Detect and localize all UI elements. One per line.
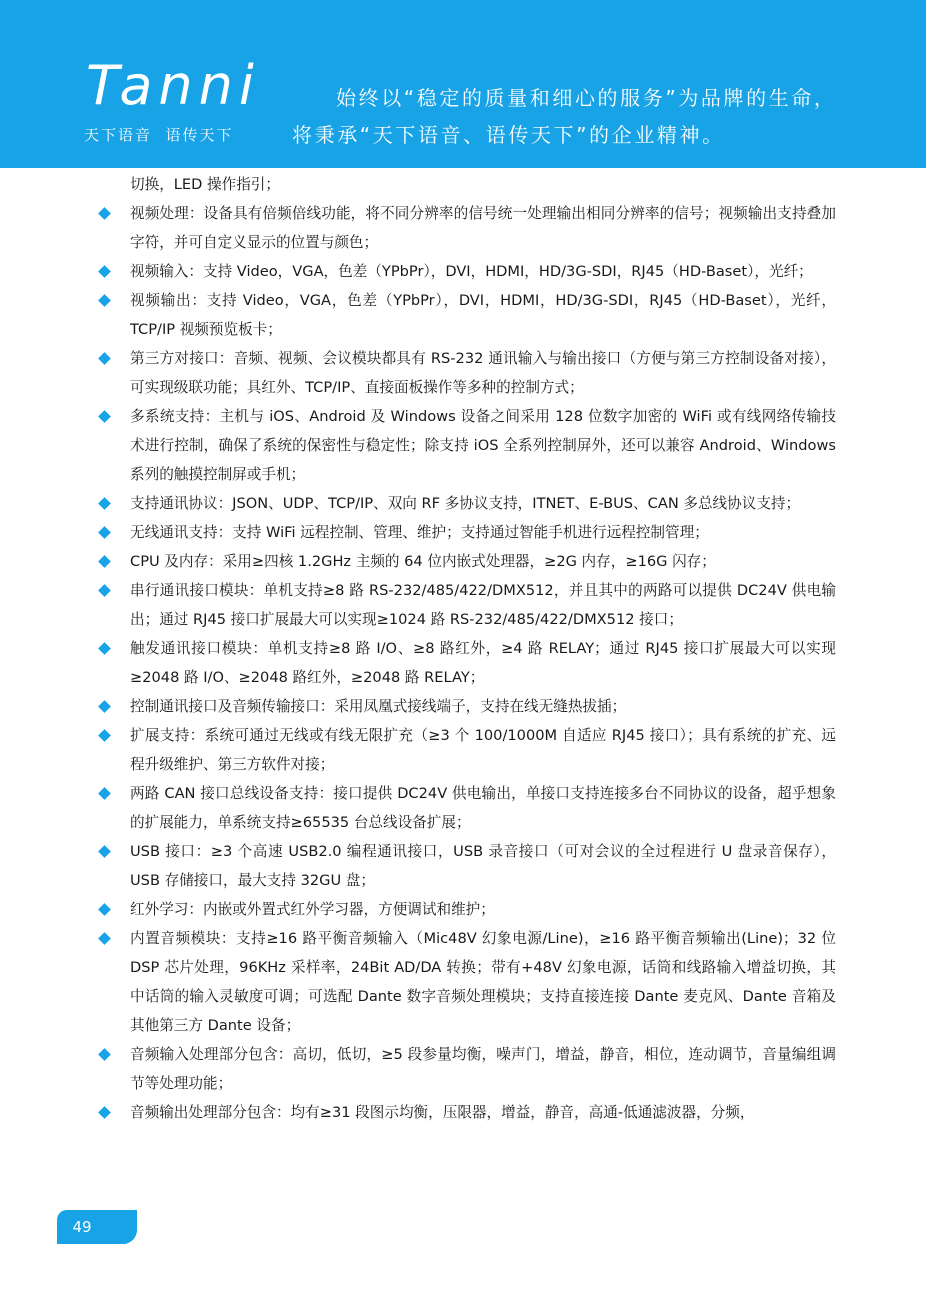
list-item-text: USB 接口：≥3 个高速 USB2.0 编程通讯接口，USB 录音接口（可对会议的全过程进行 U 盘录音保存），USB 存储接口，最大支持 32GU 盘； xyxy=(130,843,836,889)
list-item-text: 音频输出处理部分包含：均有≥31 段图示均衡，压限器，增益，静音，高通-低通滤波器，分频， xyxy=(130,1104,755,1121)
diamond-bullet-icon xyxy=(98,642,111,655)
list-item xyxy=(96,895,836,924)
diamond-bullet-icon xyxy=(98,700,111,713)
list-item xyxy=(96,257,836,286)
list-item xyxy=(96,721,836,779)
diamond-bullet-icon xyxy=(98,526,111,539)
diamond-bullet-icon xyxy=(98,294,111,307)
list-item xyxy=(96,489,836,518)
list-item-text: 内置音频模块：支持≥16 路平衡音频输入（Mic48V 幻象电源/Line)，≥16 路平衡音频输出(Line)；32 位 DSP 芯片处理，96KHz 采样率，24Bit AD/DA 转换；带有+48V 幻象电源，话筒和线路输入增益切换，其中话筒的输入灵敏度可调；可选配 Dante 数字音频处理模块；支持直接连接 Dante 麦克风、Dante 音箱及其他第三方 Dante 设备； xyxy=(130,930,836,1034)
diamond-bullet-icon xyxy=(98,207,111,220)
list-item-text: 无线通讯支持：支持 WiFi 远程控制、管理、维护；支持通过智能手机进行远程控制管理； xyxy=(130,524,709,541)
continuation-text: 切换，LED 操作指引； xyxy=(130,176,280,193)
diamond-bullet-icon xyxy=(98,787,111,800)
diamond-bullet-icon xyxy=(98,729,111,742)
spec-list xyxy=(96,170,836,1127)
list-item xyxy=(96,634,836,692)
list-item xyxy=(96,576,836,634)
diamond-bullet-icon xyxy=(98,903,111,916)
diamond-bullet-icon xyxy=(98,1048,111,1061)
list-item-text: 视频处理：设备具有倍频倍线功能，将不同分辨率的信号统一处理输出相同分辨率的信号；视频输出支持叠加字符，并可自定义显示的位置与颜色； xyxy=(130,205,836,251)
diamond-bullet-icon xyxy=(98,410,111,423)
page-header xyxy=(0,0,926,168)
list-item-text: 视频输出：支持 Video，VGA，色差（YPbPr），DVI，HDMI，HD/3G-SDI，RJ45（HD-Baset），光纤，TCP/IP 视频预览板卡； xyxy=(130,292,836,338)
list-item-text: 串行通讯接口模块：单机支持≥8 路 RS-232/485/422/DMX512，并且其中的两路可以提供 DC24V 供电输出；通过 RJ45 接口扩展最大可以实现≥1024 路 RS-232/485/422/DMX512 接口； xyxy=(130,582,836,628)
diamond-bullet-icon xyxy=(98,555,111,568)
list-item xyxy=(96,402,836,489)
page-number xyxy=(57,1210,137,1244)
list-item xyxy=(96,924,836,1040)
list-item xyxy=(96,779,836,837)
list-item-text: 第三方对接口：音频、视频、会议模块都具有 RS-232 通讯输入与输出接口（方便与第三方控制设备对接），可实现级联功能；具红外、TCP/IP、直接面板操作等多种的控制方式； xyxy=(130,350,836,396)
page-number-text: 49 xyxy=(72,1218,92,1236)
list-item-text: 扩展支持：系统可通过无线或有线无限扩充（≥3 个 100/1000M 自适应 RJ45 接口）；具有系统的扩充、远程升级维护、第三方软件对接； xyxy=(130,727,836,773)
list-item xyxy=(96,344,836,402)
list-item-text: 触发通讯接口模块：单机支持≥8 路 I/O、≥8 路红外，≥4 路 RELAY；通过 RJ45 接口扩展最大可以实现≥2048 路 I/O、≥2048 路红外，≥2048 路 RELAY； xyxy=(130,640,836,686)
list-item-text: 控制通讯接口及音频传输接口：采用凤凰式接线端子，支持在线无缝热拔插； xyxy=(130,698,627,715)
list-item-text: 视频输入：支持 Video，VGA，色差（YPbPr），DVI，HDMI，HD/3G-SDI，RJ45（HD-Baset），光纤； xyxy=(130,263,813,280)
brand-logo: Tanni xyxy=(86,54,260,117)
list-item xyxy=(96,518,836,547)
diamond-bullet-icon xyxy=(98,1106,111,1119)
brand-tagline: 天下语音 语传天下 xyxy=(84,126,234,144)
list-item-text: 两路 CAN 接口总线设备支持：接口提供 DC24V 供电输出，单接口支持连接多台不同协议的设备，超乎想象的扩展能力，单系统支持≥65535 台总线设备扩展； xyxy=(130,785,836,831)
diamond-bullet-icon xyxy=(98,845,111,858)
diamond-bullet-icon xyxy=(98,584,111,597)
list-item-text: 红外学习：内嵌或外置式红外学习器，方便调试和维护； xyxy=(130,901,495,918)
diamond-bullet-icon xyxy=(98,265,111,278)
list-item-text: CPU 及内存：采用≥四核 1.2GHz 主频的 64 位内嵌式处理器，≥2G 内存，≥16G 闪存； xyxy=(130,553,716,570)
list-item-text: 多系统支持：主机与 iOS、Android 及 Windows 设备之间采用 128 位数字加密的 WiFi 或有线网络传输技术进行控制，确保了系统的保密性与稳定性；除支持 iOS 全系列控制屏外，还可以兼容 Android、Windows 系列的触摸控制屏或手机； xyxy=(130,408,836,483)
slogan-line-2: 将秉承“天下语音、语传天下”的企业精神。 xyxy=(292,123,725,147)
list-item xyxy=(96,547,836,576)
diamond-bullet-icon xyxy=(98,932,111,945)
list-item-text: 支持通讯协议：JSON、UDP、TCP/IP、双向 RF 多协议支持，ITNET、E-BUS、CAN 多总线协议支持； xyxy=(130,495,801,512)
diamond-bullet-icon xyxy=(98,352,111,365)
list-item xyxy=(96,286,836,344)
list-item xyxy=(96,1040,836,1098)
list-item-text: 音频输入处理部分包含：高切，低切，≥5 段参量均衡，噪声门，增益，静音，相位，连动调节，音量编组调节等处理功能； xyxy=(130,1046,836,1092)
slogan-line-1: 始终以“稳定的质量和细心的服务”为品牌的生命， xyxy=(336,86,837,110)
diamond-bullet-icon xyxy=(98,497,111,510)
list-item xyxy=(96,1098,836,1127)
list-item xyxy=(96,837,836,895)
list-item xyxy=(96,692,836,721)
list-item xyxy=(96,199,836,257)
